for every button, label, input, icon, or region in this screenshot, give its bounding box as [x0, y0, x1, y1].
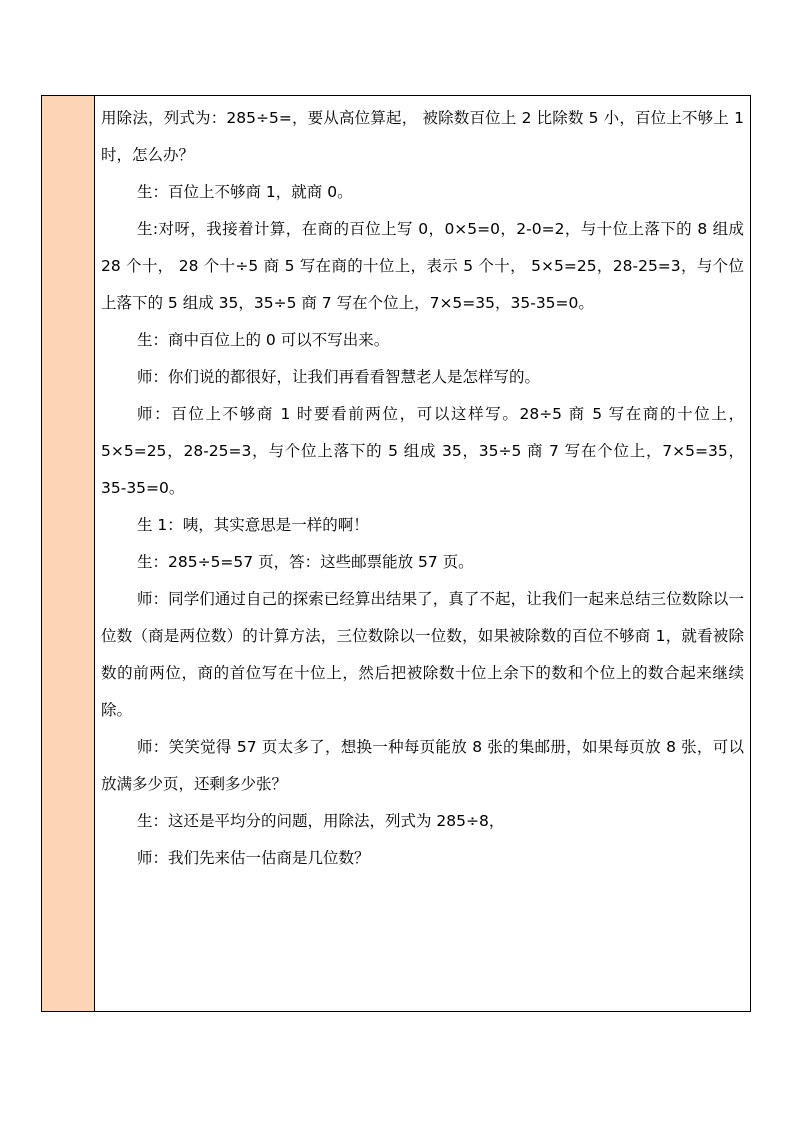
paragraph-4: 生：商中百位上的 0 可以不写出来。 [137, 331, 390, 349]
paragraph-9: 师：同学们通过自己的探索已经算出结果了，真了不起，让我们一起来总结三位数除以一位数（商是两位数）的计算方法，三位数除以一位数，如果被除数的百位不够商 1，就看被除数的前两位，商的首位写在十位上，然后把被除数十位上余下的数和个位上的数合起来继续除。 [101, 590, 744, 719]
paragraph-1: 用除法，列式为：285÷5=，要从高位算起， 被除数百位上 2 比除数 5 小，百位上不够上 1 时，怎么办？ [101, 109, 744, 164]
paragraph-8: 生：285÷5=57 页，答：这些邮票能放 57 页。 [137, 553, 474, 571]
paragraph-10: 师：笑笑觉得 57 页太多了，想换一种每页能放 8 张的集邮册，如果每页放 8 张，可以放满多少页，还剩多少张？ [101, 738, 744, 793]
paragraph-3: 生:对呀，我接着计算，在商的百位上写 0，0×5=0，2-0=2，与十位上落下的 8 组成 28 个十， 28 个十÷5 商 5 写在商的十位上，表示 5 个十， 5×5=25，28-25=3，与个位上落下的 5 组成 35，35÷5 商 7 写在个位上，7×5=35，35-35=0。 [101, 220, 744, 312]
paragraph-7: 生 1：咦，其实意思是一样的啊！ [137, 516, 369, 534]
paragraph-11: 生：这还是平均分的问题，用除法，列式为 285÷8， [137, 812, 505, 830]
side-column [42, 96, 95, 1011]
paragraph-6: 师：百位上不够商 1 时要看前两位，可以这样写。28÷5 商 5 写在商的十位上，5×5=25，28-25=3，与个位上落下的 5 组成 35，35÷5 商 7 写在个位上，7×5=35，35-35=0。 [101, 405, 744, 497]
paragraph-12: 师：我们先来估一估商是几位数？ [137, 849, 370, 867]
lesson-content [95, 96, 750, 1011]
lesson-table [41, 95, 751, 1012]
paragraph-5: 师：你们说的都很好，让我们再看看智慧老人是怎样写的。 [137, 368, 541, 386]
paragraph-2: 生：百位上不够商 1，就商 0。 [137, 183, 353, 201]
